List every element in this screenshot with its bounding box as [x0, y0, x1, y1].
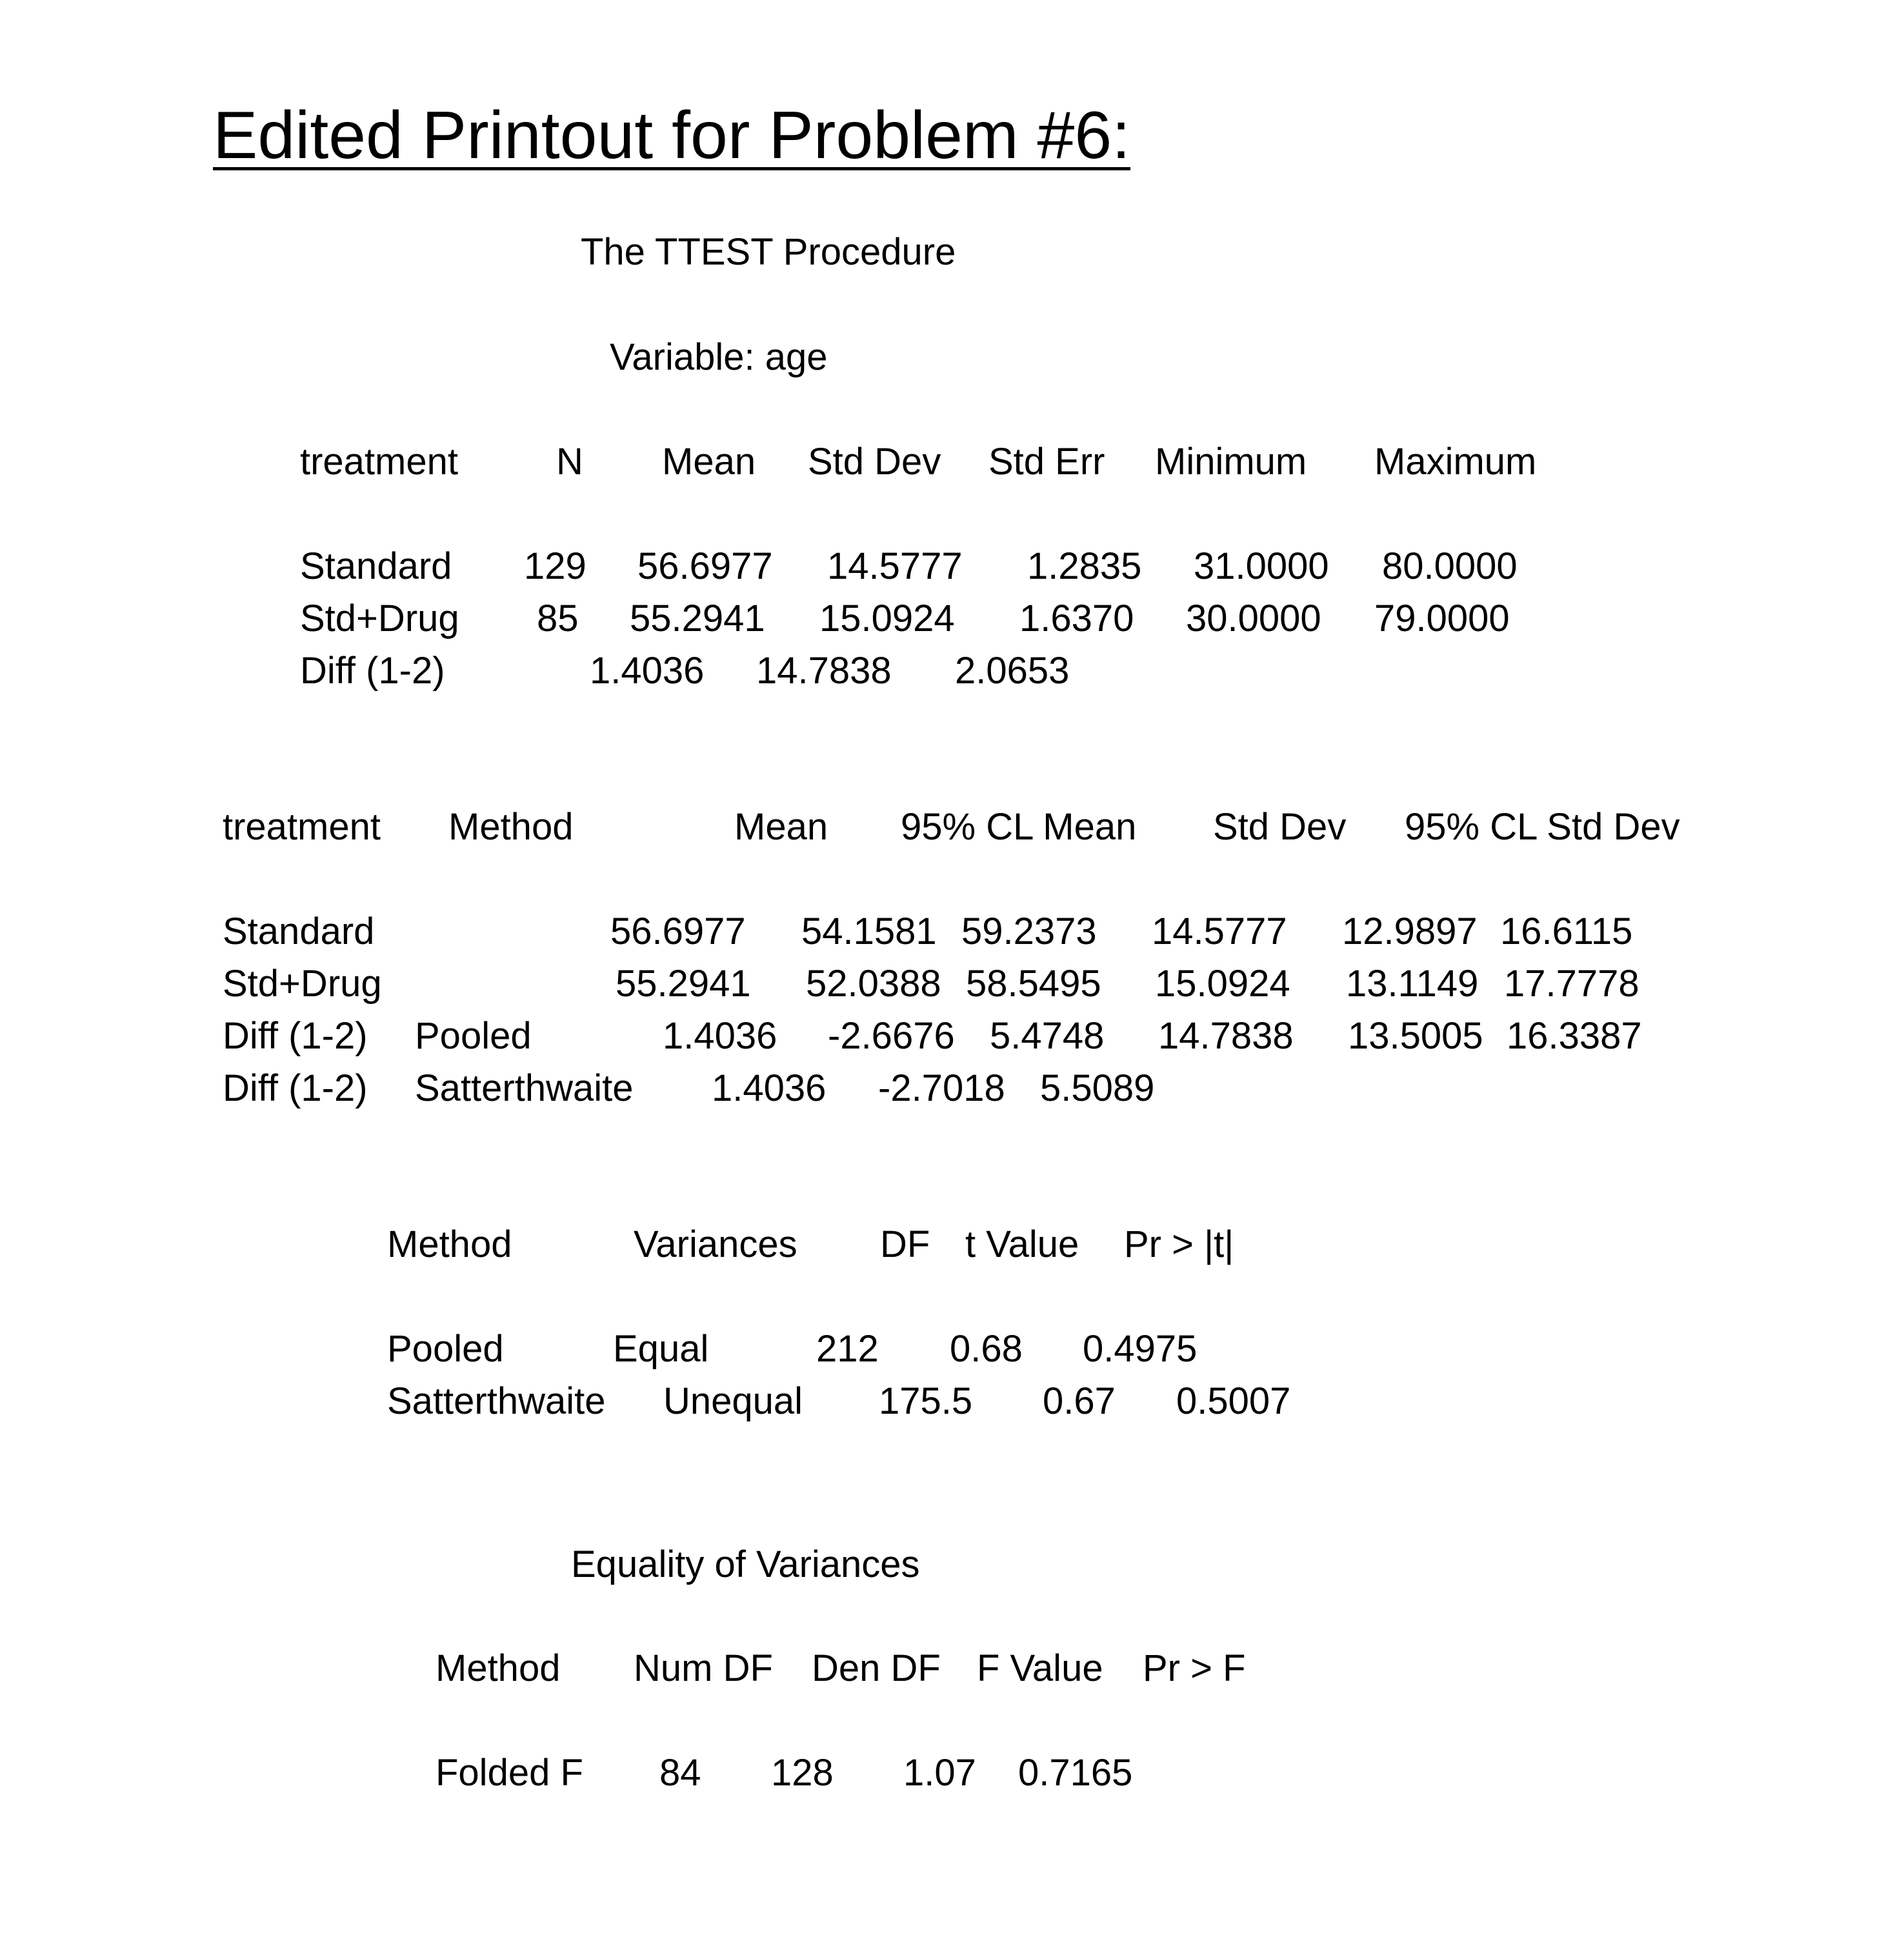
ttests-cell: Satterthwaite: [387, 1380, 606, 1422]
summary-header-cell: treatment: [300, 441, 458, 483]
ci-cell: -2.6676: [828, 1015, 955, 1057]
equality-cell: 84: [659, 1752, 701, 1794]
equality-header-cell: Den DF: [812, 1647, 941, 1689]
ci-cell: 54.1581: [801, 910, 937, 952]
summary-cell: 1.4036: [590, 650, 705, 692]
equality-cell: 1.07: [903, 1752, 976, 1794]
summary-cell: 1.6370: [1019, 597, 1134, 639]
summary-cell: 129: [524, 545, 586, 587]
ci-cell: Pooled: [415, 1015, 532, 1057]
ttests-cell: 0.4975: [1083, 1328, 1198, 1370]
procedure-heading: The TTEST Procedure: [581, 231, 956, 273]
ci-header-cell: Std Dev: [1213, 806, 1347, 848]
summary-cell: Diff (1-2): [300, 650, 445, 692]
ci-cell: 58.5495: [966, 963, 1101, 1005]
ci-header-cell: Method: [448, 806, 574, 848]
summary-header-cell: N: [556, 441, 583, 483]
summary-header-cell: Maximum: [1374, 441, 1537, 483]
ci-cell: Standard: [223, 910, 375, 952]
summary-header-cell: Mean: [662, 441, 756, 483]
ttests-cell: 212: [816, 1328, 879, 1370]
summary-cell: Standard: [300, 545, 452, 587]
ci-cell: 16.3387: [1507, 1015, 1642, 1057]
ttests-cell: 0.5007: [1176, 1380, 1291, 1422]
ci-cell: 13.1149: [1346, 963, 1479, 1005]
ci-cell: 1.4036: [712, 1067, 827, 1109]
summary-header-cell: Std Err: [988, 441, 1105, 483]
equality-cell: 0.7165: [1018, 1752, 1133, 1794]
summary-cell: 15.0924: [819, 597, 955, 639]
page-title: Edited Printout for Problem #6:: [213, 98, 1131, 173]
summary-cell: 85: [537, 597, 579, 639]
ci-cell: 15.0924: [1155, 963, 1290, 1005]
summary-header-cell: Minimum: [1155, 441, 1307, 483]
ttests-cell: Equal: [613, 1328, 709, 1370]
ttests-cell: 0.67: [1043, 1380, 1116, 1422]
summary-cell: 14.5777: [827, 545, 963, 587]
ttests-cell: 175.5: [879, 1380, 973, 1422]
ci-cell: Satterthwaite: [415, 1067, 634, 1109]
ci-cell: -2.7018: [878, 1067, 1005, 1109]
ci-cell: 14.7838: [1158, 1015, 1294, 1057]
equality-header-cell: Num DF: [634, 1647, 773, 1689]
ttests-cell: Unequal: [663, 1380, 803, 1422]
ci-cell: 1.4036: [663, 1015, 777, 1057]
ttests-cell: Pooled: [387, 1328, 504, 1370]
ttests-header-cell: Method: [387, 1223, 512, 1265]
summary-cell: 31.0000: [1194, 545, 1329, 587]
ci-cell: 5.4748: [990, 1015, 1105, 1057]
equality-header-cell: Pr > F: [1143, 1647, 1246, 1689]
summary-cell: Std+Drug: [300, 597, 459, 639]
ci-header-cell: treatment: [223, 806, 381, 848]
ci-cell: 55.2941: [616, 963, 751, 1005]
summary-cell: 1.2835: [1027, 545, 1142, 587]
ttests-header-cell: Pr > |t|: [1124, 1223, 1234, 1265]
summary-header-cell: Std Dev: [808, 441, 941, 483]
summary-cell: 14.7838: [756, 650, 892, 692]
ttests-header-cell: DF: [880, 1223, 930, 1265]
summary-cell: 56.6977: [637, 545, 773, 587]
ci-cell: 12.9897: [1342, 910, 1478, 952]
ttests-header-cell: t Value: [965, 1223, 1079, 1265]
ci-cell: Diff (1-2): [223, 1067, 368, 1109]
ci-header-cell: Mean: [734, 806, 828, 848]
ttests-cell: 0.68: [950, 1328, 1023, 1370]
ci-cell: 56.6977: [610, 910, 746, 952]
ci-header-cell: 95% CL Mean: [901, 806, 1137, 848]
ci-cell: 59.2373: [961, 910, 1097, 952]
summary-cell: 2.0653: [955, 650, 1070, 692]
equality-header-cell: Method: [436, 1647, 561, 1689]
summary-cell: 55.2941: [630, 597, 765, 639]
summary-cell: 80.0000: [1382, 545, 1518, 587]
variable-label: Variable: age: [610, 336, 828, 378]
equality-cell: Folded F: [436, 1752, 583, 1794]
ci-header-cell: 95% CL Std Dev: [1405, 806, 1680, 848]
ci-cell: Std+Drug: [223, 963, 382, 1005]
summary-cell: 30.0000: [1186, 597, 1321, 639]
ci-cell: 5.5089: [1040, 1067, 1155, 1109]
equality-cell: 128: [771, 1752, 834, 1794]
ci-cell: 14.5777: [1152, 910, 1287, 952]
ttests-header-cell: Variances: [634, 1223, 797, 1265]
equality-header-cell: F Value: [977, 1647, 1103, 1689]
ci-cell: 13.5005: [1348, 1015, 1483, 1057]
ci-cell: Diff (1-2): [223, 1015, 368, 1057]
ci-cell: 17.7778: [1504, 963, 1639, 1005]
equality-of-variances-heading: Equality of Variances: [571, 1543, 920, 1585]
ci-cell: 16.6115: [1500, 910, 1633, 952]
ci-cell: 52.0388: [806, 963, 941, 1005]
summary-cell: 79.0000: [1374, 597, 1510, 639]
